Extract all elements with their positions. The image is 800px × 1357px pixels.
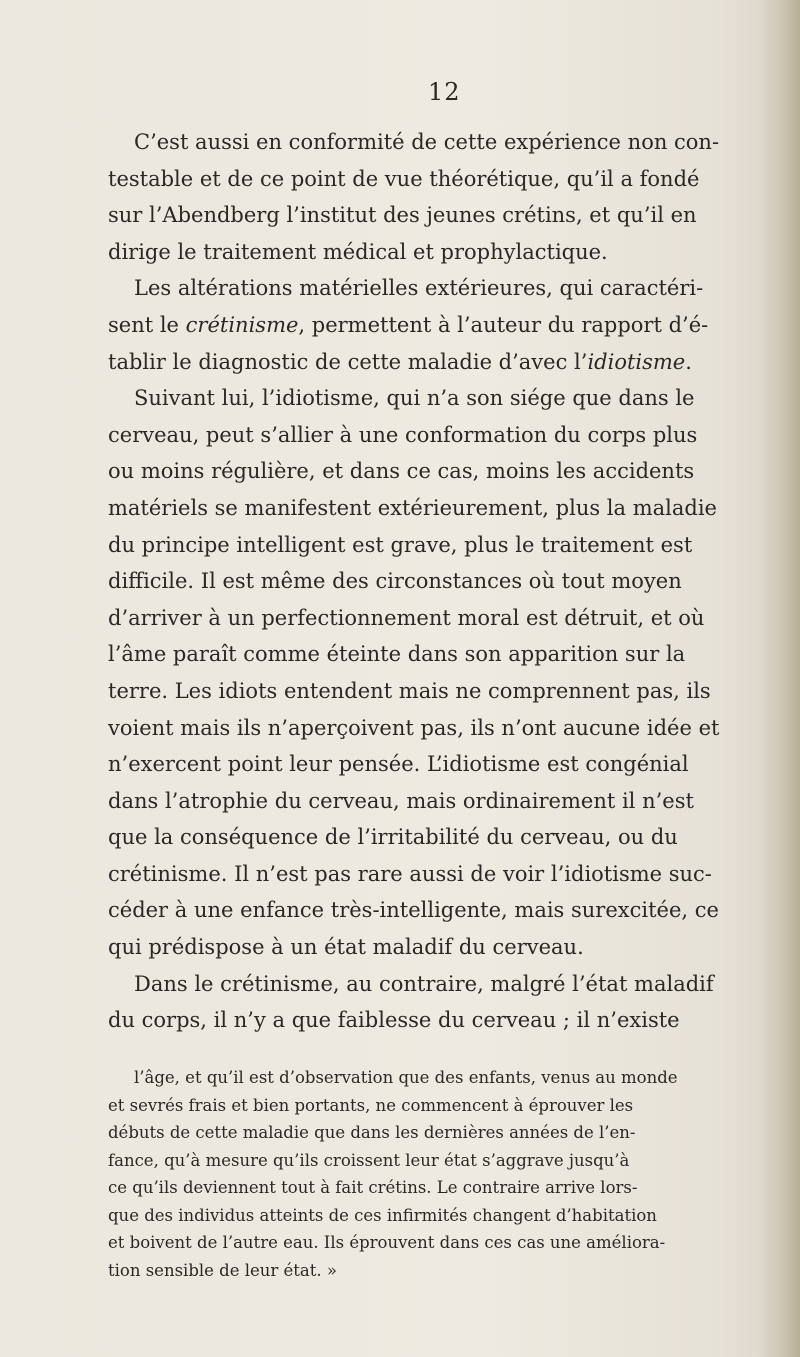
text-line: matériels se manifestent extérieurement, plus la maladie bbox=[108, 495, 717, 520]
text-line: l’âme paraît comme éteinte dans son apparition sur la bbox=[108, 642, 686, 667]
footnote-line: débuts de cette maladie que dans les dernières années de l’en- bbox=[108, 1123, 636, 1142]
text-line: testable et de ce point de vue théorétique, qu’il a fondé bbox=[108, 166, 700, 191]
footnote-line: l’âge, et qu’il est d’observation que des enfants, venus au monde bbox=[134, 1068, 678, 1087]
text-line: qui prédispose à un état maladif du cerveau. bbox=[108, 935, 584, 960]
main-text bbox=[108, 124, 763, 1039]
text-line: Les altérations matérielles extérieures, qui caractéri- bbox=[134, 276, 704, 301]
text-line: céder à une enfance très-intelligente, mais surexcitée, ce bbox=[108, 898, 719, 923]
footnote-line: et sevrés frais et bien portants, ne commencent à éprouver les bbox=[108, 1095, 634, 1115]
text-line: d’arriver à un perfectionnement moral est détruit, et où bbox=[108, 605, 705, 630]
text-line: crétinisme. Il n’est pas rare aussi de voir l’idiotisme suc- bbox=[108, 861, 712, 886]
text-run: , permettent à l’auteur du rapport d’é- bbox=[298, 312, 709, 337]
footnote-line: fance, qu’à mesure qu’ils croissent leur état s’aggrave jusqu’à bbox=[108, 1150, 630, 1170]
text-line: cerveau, peut s’allier à une conformation du corps plus bbox=[108, 422, 698, 447]
text-line: dans l’atrophie du cerveau, mais ordinairement il n’est bbox=[108, 788, 694, 813]
text-line: C’est aussi en conformité de cette expérience non con- bbox=[134, 130, 720, 154]
footnote bbox=[108, 1064, 763, 1284]
footnote-line: ce qu’ils deviennent tout à fait crétins. Le contraire arrive lors- bbox=[108, 1178, 638, 1197]
paragraph-4 bbox=[108, 966, 763, 1039]
footnote-line: que des individus atteints de ces infirmités changent d’habitation bbox=[108, 1205, 657, 1225]
text-line: Suivant lui, l’idiotisme, qui n’a son siége que dans le bbox=[134, 386, 695, 411]
paragraph-1 bbox=[108, 124, 763, 270]
text-line: dirige le traitement médical et prophylactique. bbox=[108, 239, 608, 264]
paragraph-2 bbox=[108, 270, 763, 380]
text-run: . bbox=[685, 349, 692, 374]
page-edge-shadow bbox=[758, 0, 800, 1357]
paragraph-3 bbox=[108, 380, 763, 966]
text-line: n’exercent point leur pensée. L’idiotisme est congénial bbox=[108, 752, 689, 777]
text-line bbox=[108, 344, 763, 381]
text-run: sent le bbox=[108, 312, 186, 337]
text-run: tablir le diagnostic de cette maladie d’avec l’ bbox=[108, 349, 588, 374]
text-line: Dans le crétinisme, au contraire, malgré l’état maladif bbox=[134, 971, 714, 996]
footnote-line: et boivent de l’autre eau. Ils éprouvent dans ces cas une améliora- bbox=[108, 1233, 666, 1252]
text-line: terre. Les idiots entendent mais ne comprennent pas, ils bbox=[108, 678, 711, 703]
page-number: 12 bbox=[428, 78, 461, 106]
text-line: que la conséquence de l’irritabilité du cerveau, ou du bbox=[108, 825, 678, 850]
text-line: du corps, il n’y a que faiblesse du cerveau ; il n’existe bbox=[108, 1008, 680, 1033]
text-line: sur l’Abendberg l’institut des jeunes crétins, et qu’il en bbox=[108, 203, 697, 228]
italic-term: crétinisme bbox=[185, 312, 299, 337]
text-line bbox=[108, 307, 763, 344]
text-line: difficile. Il est même des circonstances où tout moyen bbox=[108, 569, 682, 594]
text-line: voient mais ils n’aperçoivent pas, ils n’ont aucune idée et bbox=[108, 715, 720, 740]
footnote-line: tion sensible de leur état. » bbox=[108, 1260, 337, 1280]
italic-term: idiotisme bbox=[587, 349, 686, 374]
text-line: ou moins régulière, et dans ce cas, moins les accidents bbox=[108, 459, 695, 484]
text-line: du principe intelligent est grave, plus le traitement est bbox=[108, 532, 693, 557]
